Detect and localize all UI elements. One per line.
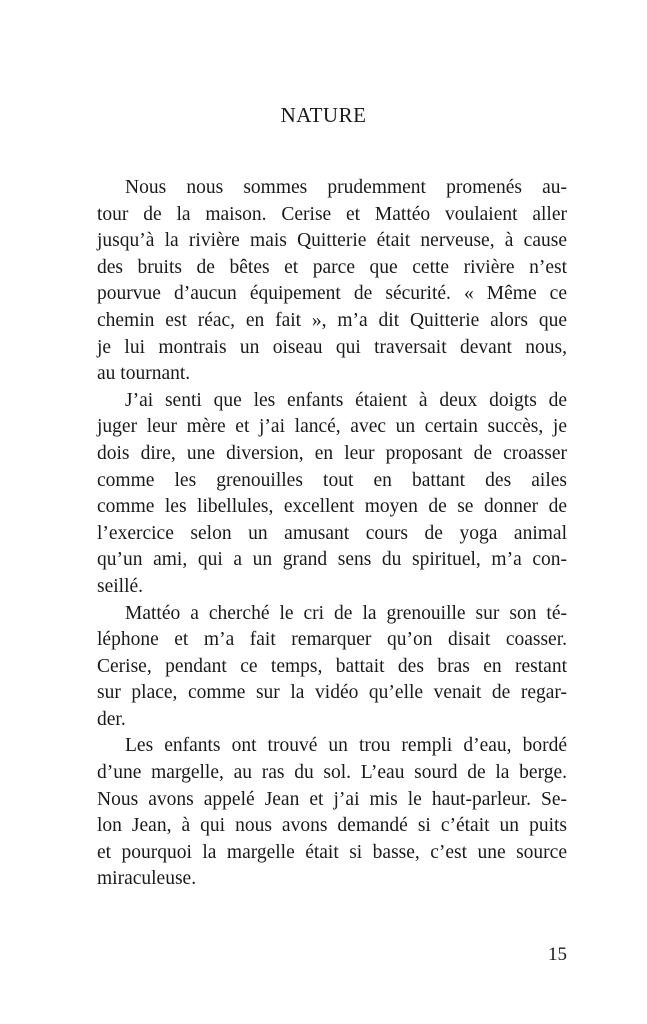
text-line: comme les grenouilles tout en battant des ailes [97,469,567,491]
text-line: der. [97,708,126,730]
text-line: Mattéo a cherché le cri de la grenouille sur son té- [125,602,567,624]
text-line: des bruits de bêtes et parce que cette rivière n’est [97,256,567,278]
text-line: qu’un ami, qui a un grand sens du spirituel, m’a con- [97,549,567,571]
text-line: comme les libellules, excellent moyen de se donner de [97,496,567,518]
text-line: Nous avons appelé Jean et j’ai mis le haut-parleur. Se- [97,788,567,810]
paragraph [97,733,567,893]
text-line: lon Jean, à qui nous avons demandé si c’était un puits [97,815,567,837]
text-line: léphone et m’a fait remarquer qu’on disait coasser. [97,629,567,651]
text-line: d’une margelle, au ras du sol. L’eau sourd de la berge. [97,762,567,784]
page-number: 15 [548,944,567,965]
text-line: Cerise, pendant ce temps, battait des bras en restant [97,655,567,677]
text-line: au tournant. [97,363,191,385]
text-line: chemin est réac, en fait », m’a dit Quitterie alors que [97,309,567,331]
chapter-title: NATURE [280,103,367,127]
text-line: dois dire, une diversion, en leur proposant de croasser [97,442,567,464]
text-line: miraculeuse. [97,868,197,890]
paragraph [97,388,567,601]
text-line: tour de la maison. Cerise et Mattéo voulaient aller [97,203,567,225]
text-line: Les enfants ont trouvé un trou rempli d’eau, bordé [125,735,567,757]
text-line: J’ai senti que les enfants étaient à deux doigts de [125,389,567,411]
text-line: sur place, comme sur la vidéo qu’elle venait de regar- [97,682,567,704]
text-line: jusqu’à la rivière mais Quitterie était nerveuse, à cause [97,230,567,252]
text-line: Nous nous sommes prudemment promenés au- [125,177,567,198]
text-line: juger leur mère et j’ai lancé, avec un certain succès, je [97,416,567,438]
text-line: je lui montrais un oiseau qui traversait devant nous, [97,336,567,358]
text-line: pourvue d’aucun équipement de sécurité. « Même ce [97,283,567,305]
paragraph [97,601,567,734]
text-line: l’exercice selon un amusant cours de yoga animal [97,522,567,544]
paragraph [97,175,567,388]
text-line: seillé. [97,575,144,597]
chapter-body [97,175,567,893]
text-line: et pourquoi la margelle était si basse, c’est une source [97,841,567,863]
